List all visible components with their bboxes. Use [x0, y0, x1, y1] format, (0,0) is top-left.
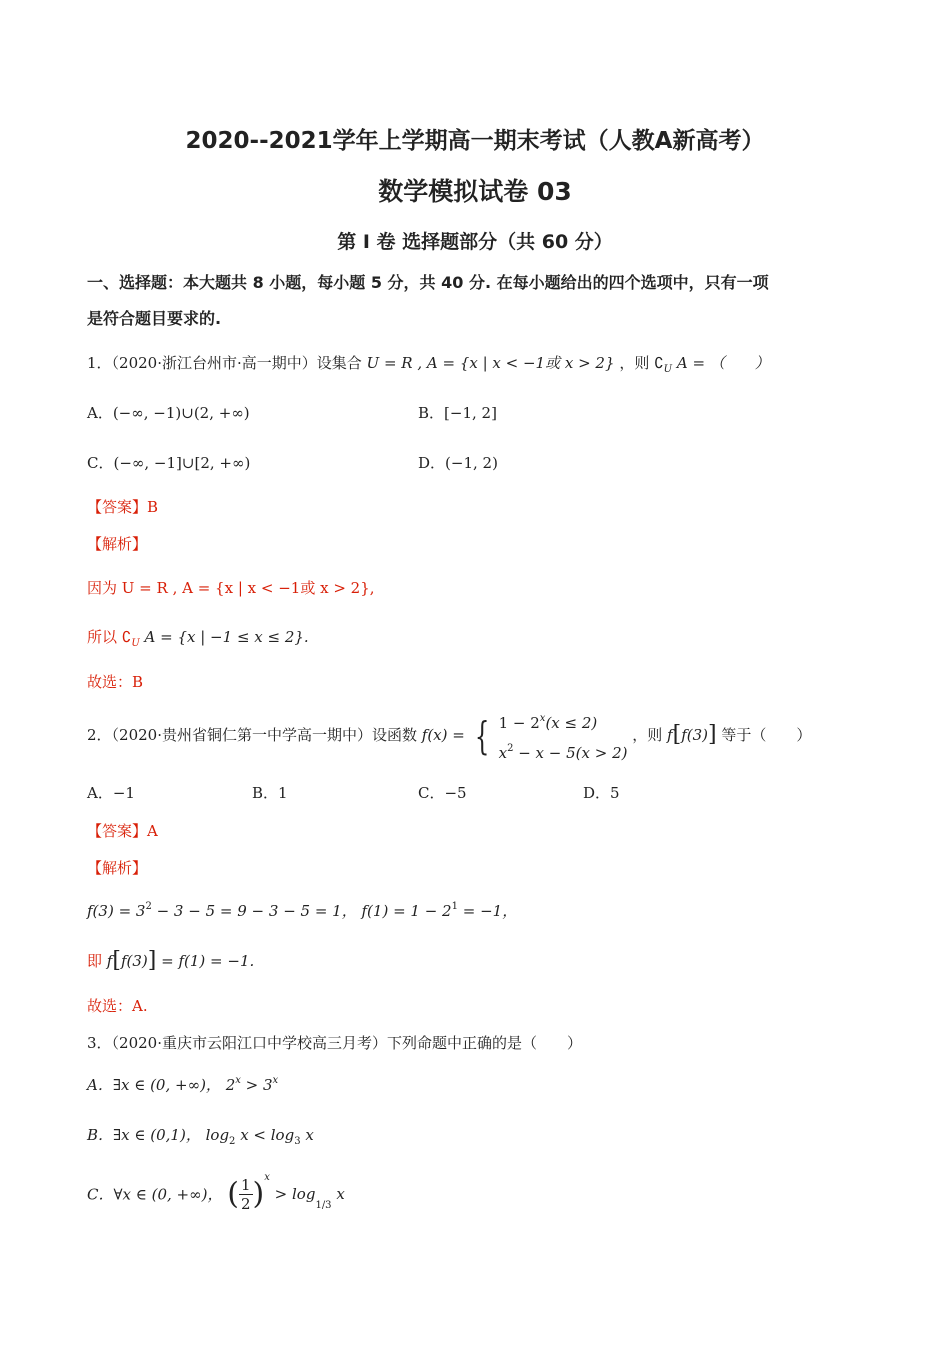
q3-option-c-3: x [331, 1185, 345, 1203]
q3-option-b-2: log [205, 1126, 230, 1144]
q2-answer: 【答案】A [87, 822, 158, 840]
exam-title: 2020--2021学年上学期高一期末考试（人教A新高考） [185, 128, 765, 154]
q2-option-c: C．−5 [418, 784, 467, 802]
q1-solution-2b: A = {x | −1 ≤ x ≤ 2}. [144, 628, 309, 646]
q1-analysis-label: 【解析】 [87, 535, 148, 553]
part-heading: 第 I 卷 选择题部分（共 60 分） [337, 231, 613, 253]
q2-analysis-label: 【解析】 [87, 859, 148, 877]
q3-option-c: C．∀x ∈ (0, +∞)， ( $\frac{1}{2}$ )$^x > \log_{1/3} x$ [87, 1172, 345, 1213]
q1-stem-suffix: ，则 ∁ [619, 354, 664, 372]
q3-option-a: A．∃x ∈ (0, +∞)， $2^x > 3^x$ [87, 1075, 279, 1094]
q2-stem-suffix: ，则 [632, 726, 663, 744]
q1-stem-prefix: 1．（2020·浙江台州市·高一期中）设集合 [87, 354, 362, 372]
q3-option-b-1: B．∃x ∈ (0,1)， [87, 1126, 201, 1144]
q1-solution-3: 故选：B [87, 673, 144, 691]
q3-option-b-3: x < log [235, 1126, 295, 1144]
q2-stem-prefix: 2．（2020·贵州省铜仁第一中学高一期中）设函数 [87, 726, 417, 744]
q2-solution-2b: = f(1) = −1. [161, 952, 255, 970]
q3-stem: 3．（2020·重庆市云阳江口中学校高三月考）下列命题中正确的是（ ） [87, 1034, 582, 1052]
q2-piecewise: { $1 - 2^x(x \le 2)$ $x^2 - x - 5(x > 2)$ [474, 713, 628, 762]
q2-solution-1c: f(1) = 1 − 2 [361, 902, 452, 920]
q2-stem-end: 等于（ ） [721, 726, 812, 744]
q1-solution-2: 所以 $∁_U$ A = {x | −1 ≤ x ≤ 2}. [87, 628, 309, 649]
q2-case-1-cond: (x ≤ 2) [545, 714, 598, 732]
q2-solution-1: $f(3) = 3^2 - 3 - 5 = 9 - 3 - 5 = 1$， $f(1) = 1 - 2^1 = -1$， [87, 901, 518, 920]
q3-option-b-4: x [300, 1126, 314, 1144]
q3-option-b: B．∃x ∈ (0,1)， $\log_2 x < \log_3 x$ [87, 1126, 314, 1147]
q1-option-c: C．(−∞, −1]∪[2, +∞) [87, 454, 251, 472]
q1-answer: 【答案】B [87, 498, 159, 516]
q1-solution-1: 因为 U = R , A = {x | x < −1或 x > 2}, [87, 579, 375, 597]
q1-stem: 1．（2020·浙江台州市·高一期中）设集合 U = R , A = {x | x < −1或 x > 2} ，则 $∁_U$ A = （ ） [87, 354, 770, 375]
q3-option-c-2: > log [274, 1185, 316, 1203]
q1-option-a: A．(−∞, −1)∪(2, +∞) [87, 404, 250, 422]
q1-solution-2a: 所以 ∁ [87, 628, 132, 646]
q3-option-a-1: A．∃x ∈ (0, +∞)， [87, 1076, 221, 1094]
q2-option-d: D．5 [583, 784, 620, 802]
q2-solution-2: 即 f[f(3)] = f(1) = −1. [87, 948, 255, 973]
section-line-1: 一、选择题：本大题共 8 小题，每小题 5 分，共 40 分. 在每小题给出的四个选项中，只有一项 [87, 273, 769, 292]
q2-solution-3: 故选：A. [87, 997, 148, 1015]
q1-stem-math: U = R , A = {x | x < −1或 x > 2} [366, 354, 615, 372]
q3-option-a-2: 2 [225, 1076, 236, 1094]
q2-solution-1a: f(3) = 3 [87, 902, 146, 920]
section-instructions [87, 265, 877, 337]
q2-solution-2a: 即 [87, 952, 103, 970]
q3-option-a-3: > 3 [240, 1076, 273, 1094]
q1-option-d: D．(−1, 2) [418, 454, 498, 472]
q2-case-1: 1 − 2 [498, 714, 540, 732]
q2-case-2-cond: − x − 5(x > 2) [513, 744, 628, 762]
q2-case-2: x [498, 744, 508, 762]
exam-subtitle: 数学模拟试卷 03 [378, 177, 572, 206]
q3-option-c-1: C．∀x ∈ (0, +∞)， [87, 1185, 223, 1204]
q2-option-a: A．−1 [87, 784, 135, 802]
q2-stem: 2．（2020·贵州省铜仁第一中学高一期中）设函数 f(x) = { $1 - 2^x(x \le 2)$ $x^2 - x - 5(x > 2)$ ，则 f[f(3)] 等于（ ） [87, 706, 811, 766]
q2-solution-1b: − 3 − 5 = 9 − 3 − 5 = 1， [151, 902, 357, 920]
section-line-2: 是符合题目要求的. [87, 309, 222, 328]
q2-option-b: B．1 [252, 784, 288, 802]
q2-solution-1d: = −1， [457, 902, 518, 920]
q1-stem-end: A = （ ） [676, 354, 770, 372]
q1-option-b: B．[−1, 2] [418, 404, 497, 422]
